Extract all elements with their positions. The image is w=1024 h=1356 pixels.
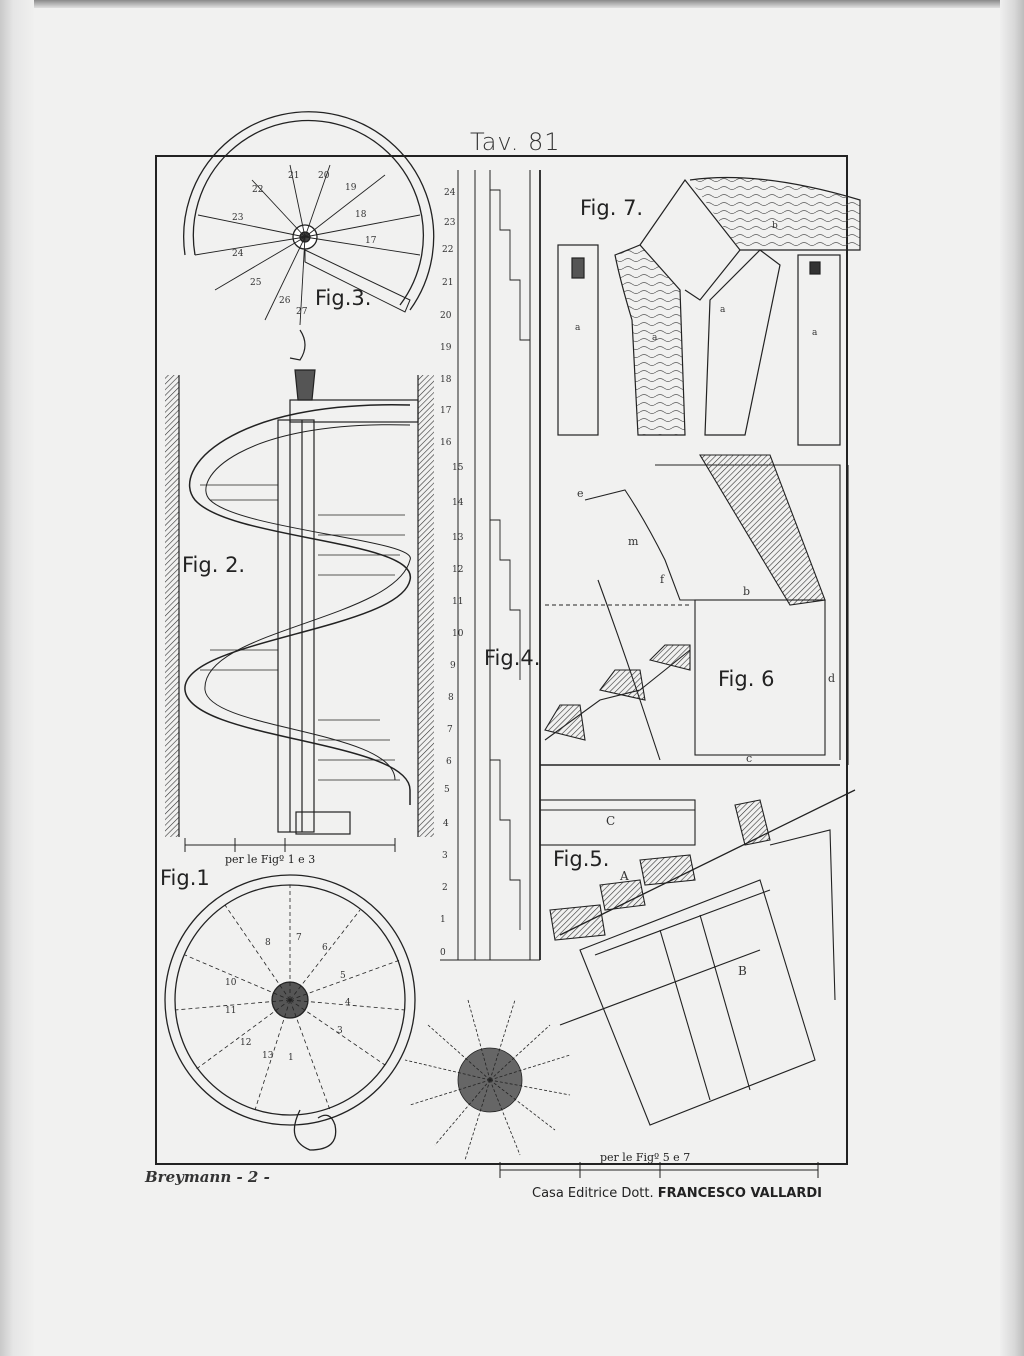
fig6-label: Fig. 6 — [718, 667, 775, 691]
svg-text:11: 11 — [452, 597, 464, 607]
svg-text:9: 9 — [450, 661, 456, 671]
svg-text:16: 16 — [440, 438, 452, 448]
svg-text:a: a — [812, 328, 818, 338]
svg-text:a: a — [652, 333, 658, 343]
svg-text:8: 8 — [265, 938, 271, 948]
svg-text:2: 2 — [442, 883, 448, 893]
svg-text:20: 20 — [318, 171, 330, 181]
svg-text:22: 22 — [252, 185, 264, 195]
svg-text:19: 19 — [345, 183, 357, 193]
publisher-prefix: Casa Editrice Dott. — [532, 1186, 654, 1201]
fig4-step-numbers — [440, 188, 464, 958]
svg-text:b: b — [743, 585, 751, 598]
svg-text:1: 1 — [440, 915, 446, 925]
svg-text:4: 4 — [443, 819, 449, 829]
svg-text:C: C — [606, 814, 616, 828]
svg-text:25: 25 — [250, 278, 262, 288]
svg-text:13: 13 — [452, 533, 464, 543]
svg-text:27: 27 — [296, 307, 308, 317]
fig2-label: Fig. 2. — [182, 553, 246, 577]
svg-text:21: 21 — [288, 171, 300, 181]
svg-text:0: 0 — [440, 948, 446, 958]
scale-left-caption: per le Figº 1 e 3 — [225, 853, 316, 866]
svg-text:c: c — [746, 752, 753, 765]
svg-text:3: 3 — [337, 1026, 343, 1036]
svg-text:24: 24 — [444, 188, 456, 198]
footer-publisher — [532, 1186, 822, 1201]
svg-text:18: 18 — [355, 210, 367, 220]
svg-text:5: 5 — [340, 971, 346, 981]
svg-text:b: b — [772, 221, 778, 231]
fig4-plan — [405, 1000, 570, 1160]
svg-text:m: m — [628, 535, 639, 548]
svg-text:6: 6 — [322, 943, 328, 953]
svg-text:1: 1 — [288, 1053, 294, 1063]
fig3-plan — [184, 112, 434, 360]
svg-text:a: a — [720, 305, 726, 315]
publisher-name: FRANCESCO VALLARDI — [657, 1186, 823, 1201]
fig6-drawing — [540, 455, 848, 765]
svg-text:23: 23 — [444, 218, 456, 228]
svg-text:3: 3 — [442, 851, 448, 861]
svg-text:e: e — [577, 487, 584, 500]
svg-text:B: B — [738, 964, 747, 978]
svg-text:A: A — [620, 869, 629, 883]
svg-text:14: 14 — [452, 498, 464, 508]
fig7-label: Fig. 7. — [580, 196, 644, 220]
footer-author: Breymann - 2 - — [145, 1168, 270, 1186]
svg-text:20: 20 — [440, 311, 452, 321]
scale-right-caption: per le Figº 5 e 7 — [600, 1151, 691, 1164]
svg-text:24: 24 — [232, 249, 244, 259]
fig1-label: Fig.1 — [160, 866, 210, 890]
svg-text:17: 17 — [365, 236, 377, 246]
svg-text:12: 12 — [452, 565, 464, 575]
svg-text:f: f — [660, 573, 665, 586]
svg-text:4: 4 — [345, 998, 351, 1008]
fig2-elevation — [165, 370, 434, 837]
fig4-label: Fig.4. — [484, 646, 541, 670]
svg-text:21: 21 — [442, 278, 454, 288]
svg-text:19: 19 — [440, 343, 452, 353]
fig5-label: Fig.5. — [553, 847, 610, 871]
svg-text:15: 15 — [452, 463, 464, 473]
svg-text:10: 10 — [452, 629, 464, 639]
scale-left — [185, 838, 395, 852]
svg-text:22: 22 — [442, 245, 454, 255]
svg-text:26: 26 — [279, 296, 291, 306]
svg-text:17: 17 — [440, 406, 452, 416]
svg-text:13: 13 — [262, 1051, 274, 1061]
svg-text:d: d — [828, 672, 836, 685]
svg-text:6: 6 — [446, 757, 452, 767]
svg-text:7: 7 — [447, 725, 453, 735]
fig1-plan — [165, 875, 415, 1150]
scale-right — [500, 1162, 818, 1178]
svg-text:23: 23 — [232, 213, 244, 223]
svg-text:5: 5 — [444, 785, 450, 795]
svg-text:7: 7 — [296, 933, 302, 943]
svg-text:18: 18 — [440, 375, 452, 385]
plate-title: Tav. 81 — [470, 128, 561, 156]
svg-text:11: 11 — [225, 1006, 237, 1016]
svg-text:8: 8 — [448, 693, 454, 703]
fig5-drawing — [540, 790, 855, 1125]
svg-text:12: 12 — [240, 1038, 252, 1048]
svg-text:10: 10 — [225, 978, 237, 988]
fig3-label: Fig.3. — [315, 286, 372, 310]
svg-text:a: a — [575, 323, 581, 333]
